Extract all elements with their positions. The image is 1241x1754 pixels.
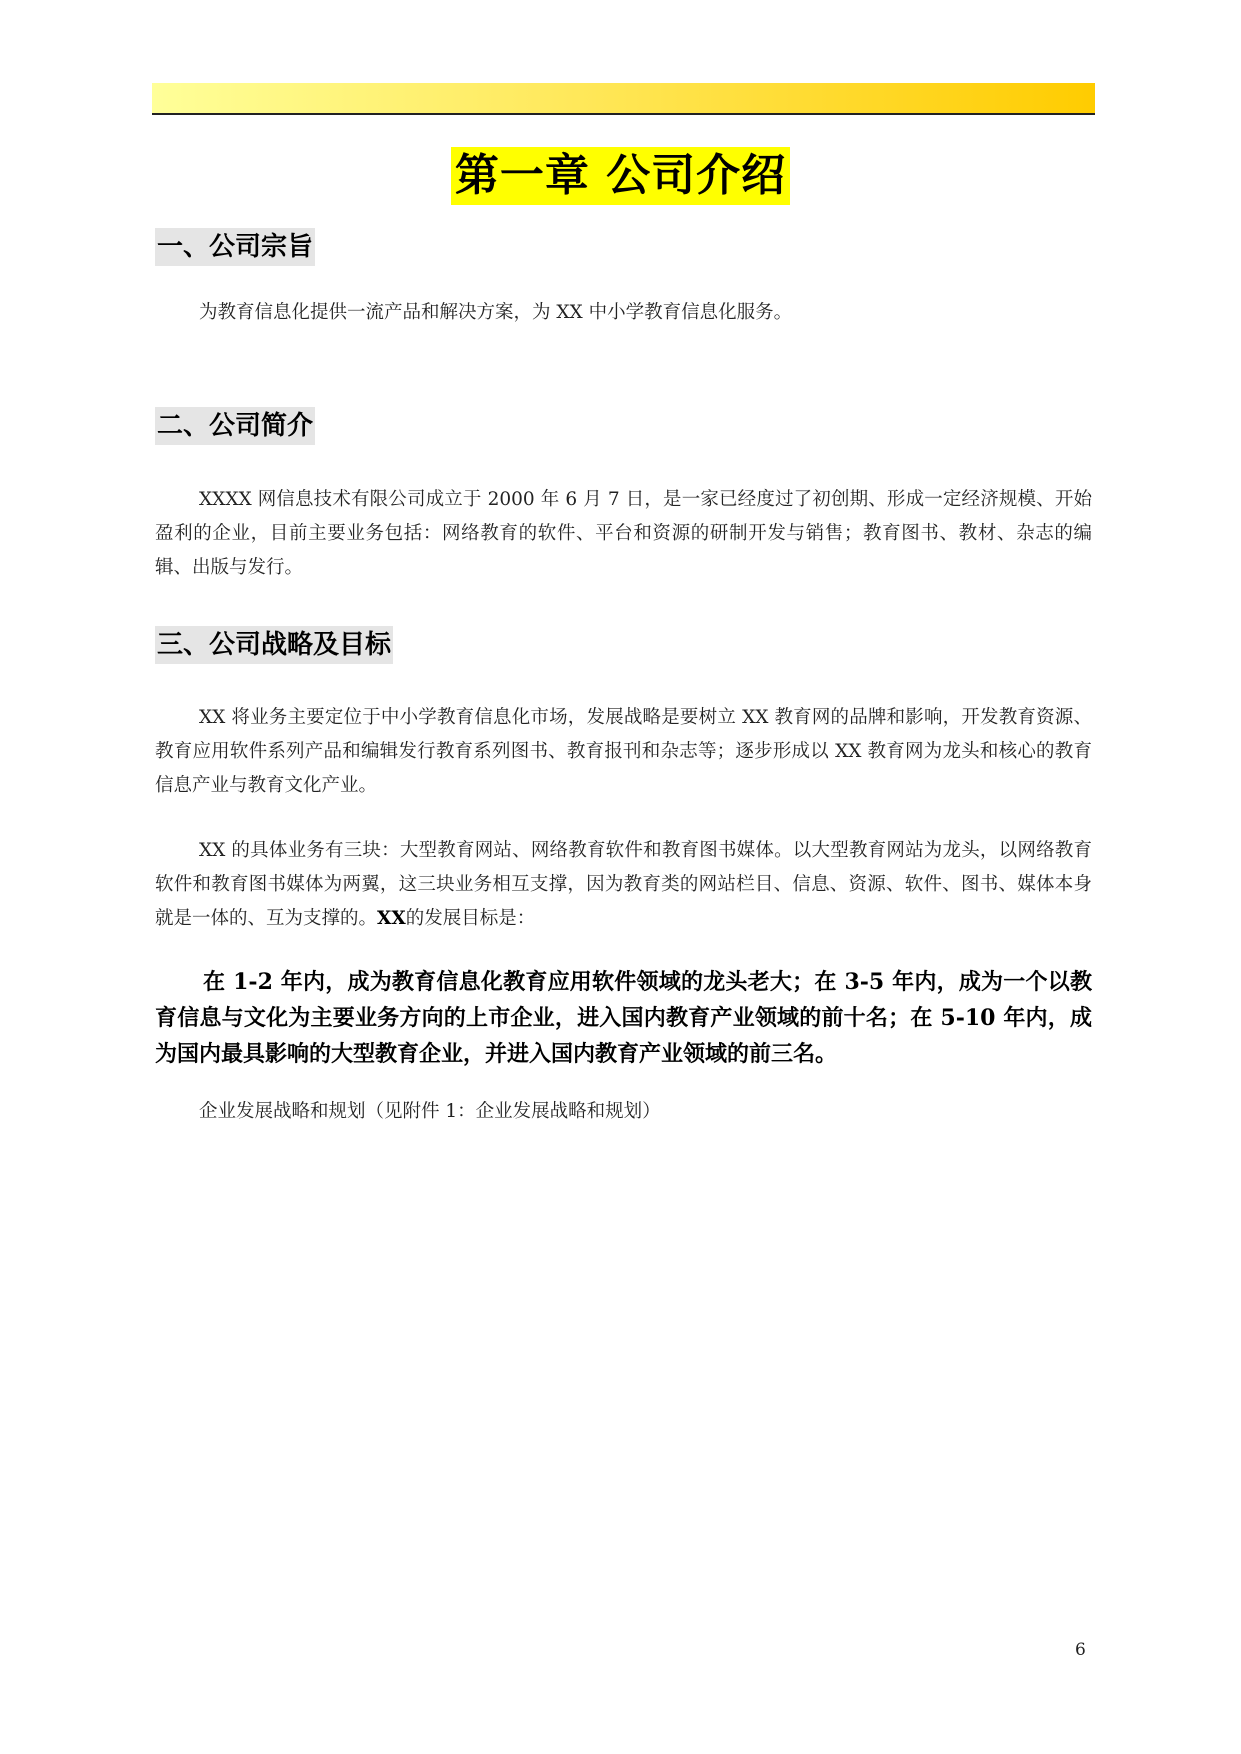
paragraph-business-lines <box>155 834 1092 936</box>
section-heading-profile: 二、公司简介 <box>155 407 315 445</box>
paragraph-appendix-reference: 企业发展战略和规划（见附件 1：企业发展战略和规划） <box>199 1101 661 1122</box>
section-heading-strategy: 三、公司战略及目标 <box>155 626 393 664</box>
paragraph-goals: 在 1-2 年内，成为教育信息化教育应用软件领域的龙头老大；在 3-5 年内，成为一个以教育信息与文化为主要业务方向的上市企业，进入国内教育产业领域的前十名；在 5-10 年内，成为国内最具影响的大型教育企业，并进入国内教育产业领域的前三名。 <box>155 969 1092 1067</box>
business-lines-text: XX 的具体业务有三块：大型教育网站、网络教育软件和教育图书媒体。以大型教育网站为龙头，以网络教育软件和教育图书媒体为两翼，这三块业务相互支撑，因为教育类的网站栏目、信息、资源、软件、图书、媒体本身就是一体的、互为支撑的。 <box>155 840 1092 929</box>
section-heading-purpose: 一、公司宗旨 <box>155 228 315 266</box>
paragraph-profile: XXXX 网信息技术有限公司成立于 2000 年 6 月 7 日，是一家已经度过了初创期、形成一定经济规模、开始盈利的企业，目前主要业务包括：网络教育的软件、平台和资源的研制开发与销售；教育图书、教材、杂志的编辑、出版与发行。 <box>155 489 1092 578</box>
header-gradient-bar <box>152 83 1095 115</box>
page-number: 6 <box>1075 1640 1086 1660</box>
goals-intro-text: 的发展目标是： <box>405 908 536 929</box>
company-name-bold: XX <box>377 908 406 929</box>
chapter-title-text: 第一章 公司介绍 <box>451 147 790 205</box>
paragraph-purpose: 为教育信息化提供一流产品和解决方案，为 XX 中小学教育信息化服务。 <box>199 302 793 323</box>
paragraph-strategy-positioning: XX 将业务主要定位于中小学教育信息化市场，发展战略是要树立 XX 教育网的品牌和影响，开发教育资源、教育应用软件系列产品和编辑发行教育系列图书、教育报刊和杂志等；逐步形成以 XX 教育网为龙头和核心的教育信息产业与教育文化产业。 <box>155 707 1092 796</box>
chapter-title <box>0 147 1241 205</box>
